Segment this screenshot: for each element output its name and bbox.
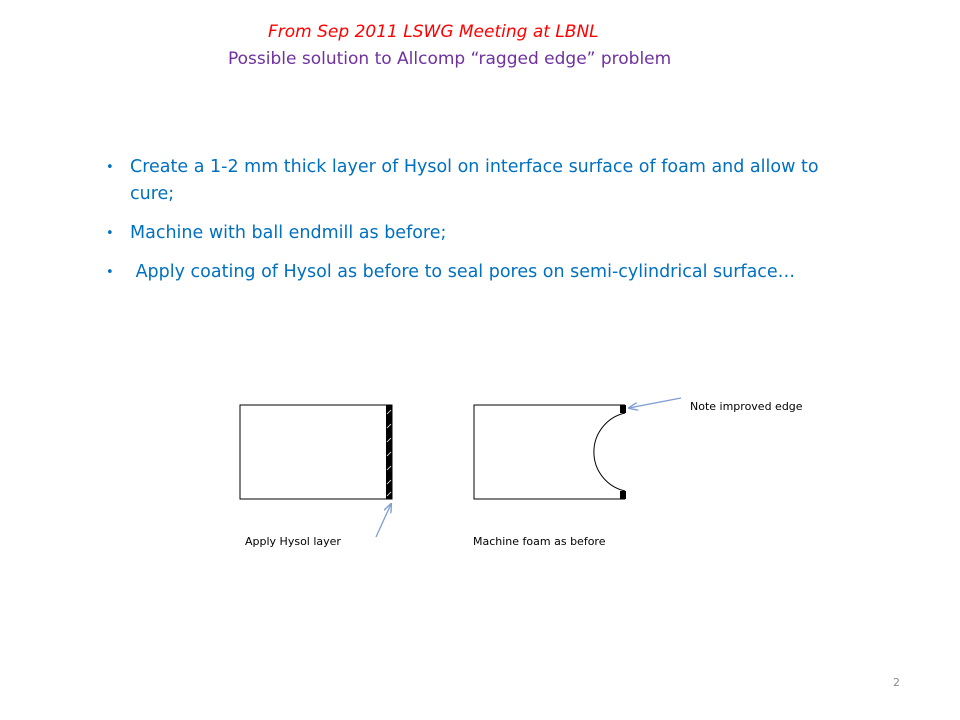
label-apply-hysol: Apply Hysol layer	[245, 535, 341, 548]
foam-block-with-hysol	[240, 405, 392, 499]
bullet-dot-icon: •	[106, 160, 114, 175]
slide-title: Possible solution to Allcomp “ragged edge” problem	[228, 49, 672, 69]
edge-arrow-icon	[629, 398, 681, 408]
bullet-text: Machine with ball endmill as before;	[130, 223, 447, 243]
bullet-dot-icon: •	[106, 265, 114, 280]
bullet-text: Create a 1-2 mm thick layer of Hysol on interface surface of foam and allow to cure;	[130, 157, 819, 204]
bullet-dot-icon: •	[106, 226, 114, 241]
hysol-layer	[386, 405, 392, 499]
meeting-subtitle: From Sep 2011 LSWG Meeting at LBNL	[268, 22, 599, 42]
foam-block-outline	[240, 405, 392, 499]
page-number: 2	[893, 676, 900, 689]
bullet-text: Apply coating of Hysol as before to seal pores on semi-cylindrical surface…	[130, 262, 796, 282]
label-machine-foam: Machine foam as before	[473, 535, 606, 548]
machined-foam-block	[474, 405, 626, 499]
label-note-edge: Note improved edge	[690, 400, 803, 413]
hysol-arrow-icon	[376, 504, 391, 537]
machined-block-outline	[474, 405, 625, 499]
